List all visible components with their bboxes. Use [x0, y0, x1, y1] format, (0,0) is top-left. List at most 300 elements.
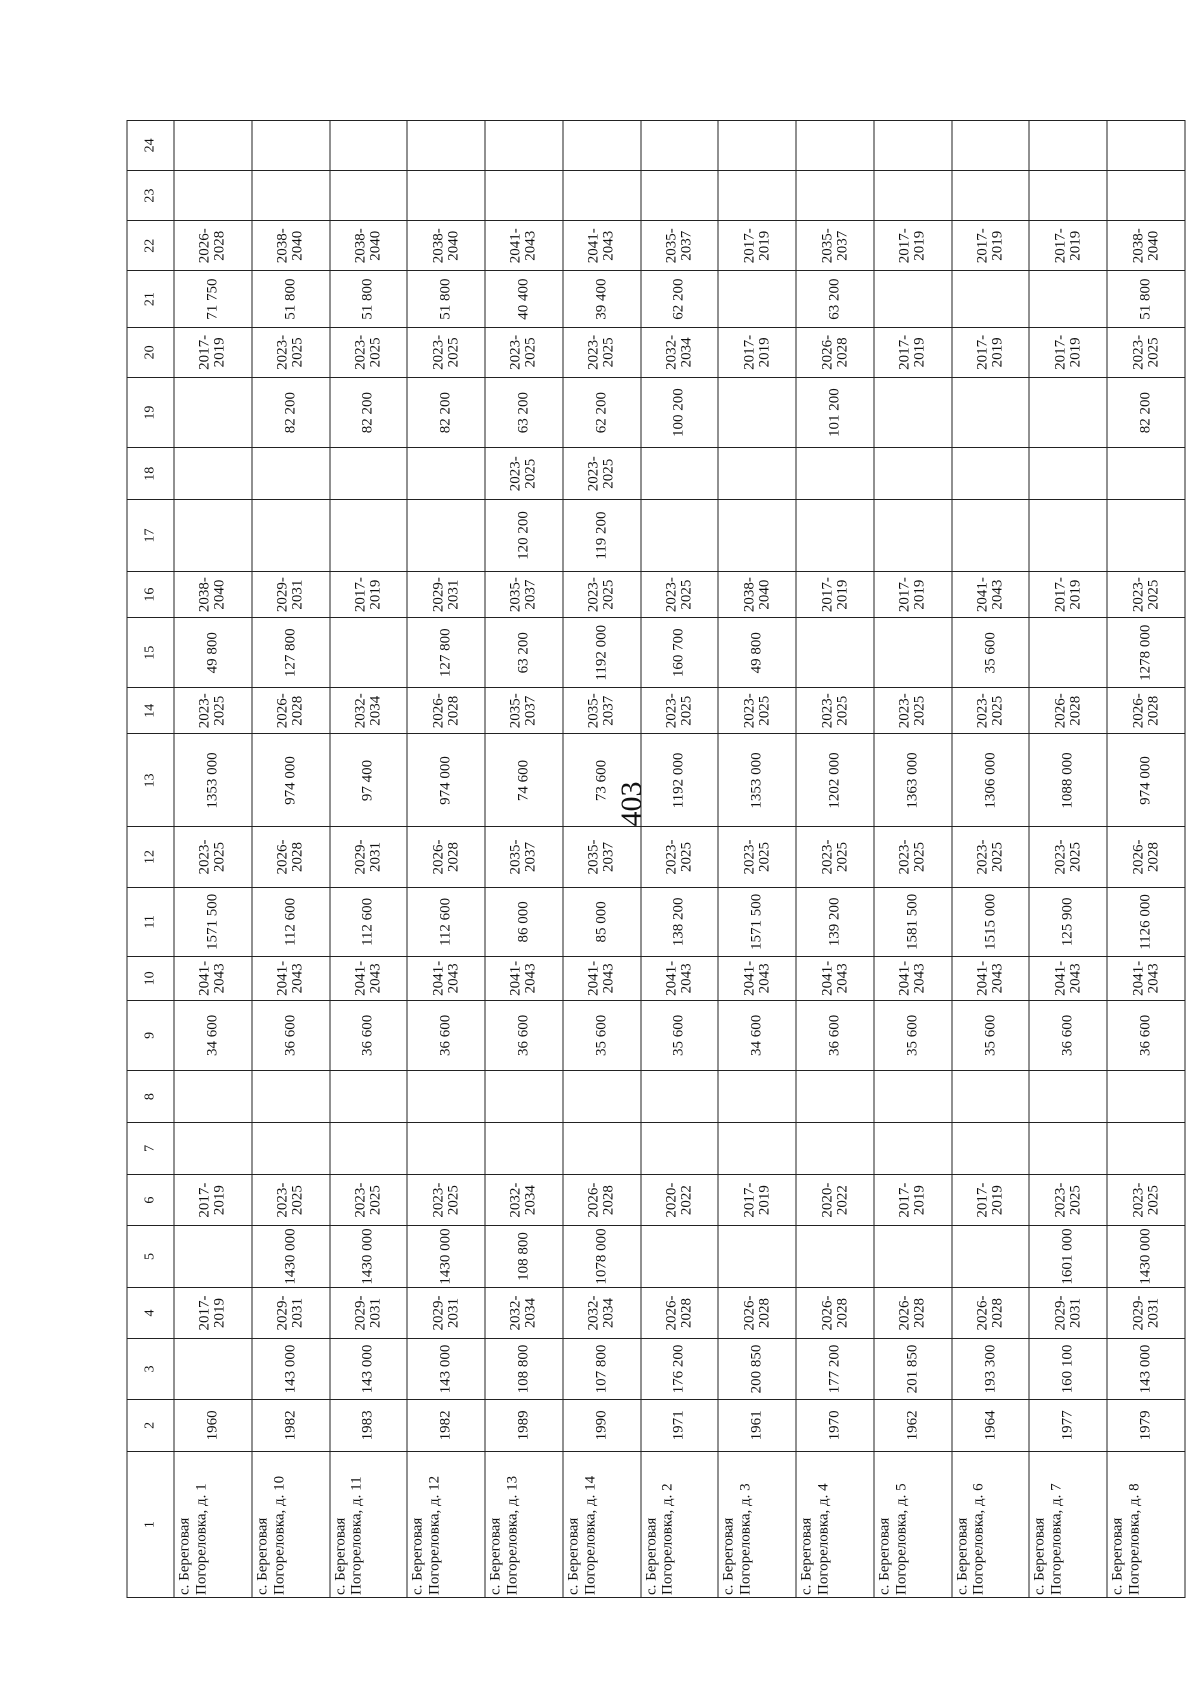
data-cell: 2020-2022	[796, 1174, 874, 1226]
header-cell: 6	[127, 1174, 174, 1226]
data-cell: 2017-2019	[952, 328, 1030, 378]
data-cell: 1430 000	[252, 1226, 330, 1287]
data-cell	[641, 1071, 719, 1123]
address-cell: с. Береговая Погореловка, д. 2	[641, 1452, 719, 1598]
data-cell: 2017-2019	[796, 571, 874, 617]
data-cell: 2023-2025	[252, 1174, 330, 1226]
data-cell: 125 900	[1029, 887, 1107, 957]
data-cell: 36 600	[1107, 1000, 1185, 1071]
data-cell	[485, 170, 563, 221]
data-cell: 2038-2040	[174, 571, 252, 617]
data-cell: 1990	[563, 1399, 641, 1452]
data-cell: 200 850	[718, 1339, 796, 1399]
data-cell: 2041-2043	[952, 957, 1030, 1000]
data-cell	[952, 121, 1030, 171]
data-cell: 49 800	[174, 618, 252, 688]
data-cell: 1192 000	[563, 618, 641, 688]
data-cell: 2017-2019	[718, 221, 796, 271]
data-cell	[407, 500, 485, 572]
header-cell: 3	[127, 1339, 174, 1399]
data-cell: 1515 000	[952, 887, 1030, 957]
data-cell: 2023-2025	[485, 328, 563, 378]
data-cell: 127 800	[407, 618, 485, 688]
data-cell: 1192 000	[641, 734, 719, 827]
data-cell	[174, 1226, 252, 1287]
data-cell: 73 600	[563, 734, 641, 827]
data-cell: 2041-2043	[718, 957, 796, 1000]
data-cell: 36 600	[1029, 1000, 1107, 1071]
data-cell	[952, 1226, 1030, 1287]
data-cell: 2023-2025	[174, 827, 252, 887]
data-cell: 82 200	[1107, 377, 1185, 448]
data-cell	[174, 121, 252, 171]
data-cell: 36 600	[407, 1000, 485, 1071]
data-cell	[641, 1226, 719, 1287]
data-cell	[796, 1122, 874, 1174]
data-cell: 101 200	[796, 377, 874, 448]
data-cell: 62 200	[641, 271, 719, 328]
data-cell: 2017-2019	[174, 1287, 252, 1339]
data-cell: 2026-2028	[796, 328, 874, 378]
data-cell	[874, 271, 952, 328]
data-cell	[641, 448, 719, 500]
header-cell: 24	[127, 121, 174, 171]
data-cell	[1107, 170, 1185, 221]
data-cell: 2029-2031	[252, 571, 330, 617]
data-cell: 974 000	[407, 734, 485, 827]
data-cell: 1982	[252, 1399, 330, 1452]
data-cell	[874, 618, 952, 688]
data-cell	[952, 448, 1030, 500]
data-cell	[330, 1122, 408, 1174]
data-cell: 2041-2043	[1107, 957, 1185, 1000]
data-cell	[1029, 1122, 1107, 1174]
data-cell	[174, 448, 252, 500]
data-cell	[718, 1226, 796, 1287]
address-cell: с. Береговая Погореловка, д. 12	[407, 1452, 485, 1598]
address-cell: с. Береговая Погореловка, д. 14	[563, 1452, 641, 1598]
data-cell: 177 200	[796, 1339, 874, 1399]
data-cell: 2026-2028	[252, 688, 330, 734]
data-cell: 2032-2034	[485, 1287, 563, 1339]
data-cell	[952, 1071, 1030, 1123]
data-cell	[252, 448, 330, 500]
data-cell	[1107, 1122, 1185, 1174]
data-cell: 82 200	[252, 377, 330, 448]
data-cell: 2026-2028	[874, 1287, 952, 1339]
data-cell	[174, 1071, 252, 1123]
data-cell: 1088 000	[1029, 734, 1107, 827]
schedule-table	[127, 120, 1186, 1598]
data-cell: 82 200	[407, 377, 485, 448]
data-cell	[330, 121, 408, 171]
address-cell: с. Береговая Погореловка, д. 5	[874, 1452, 952, 1598]
data-cell	[1107, 448, 1185, 500]
header-cell: 2	[127, 1399, 174, 1452]
data-cell: 2017-2019	[1029, 571, 1107, 617]
data-cell: 2020-2022	[641, 1174, 719, 1226]
address-cell: с. Береговая Погореловка, д. 3	[718, 1452, 796, 1598]
data-cell: 112 600	[252, 887, 330, 957]
data-cell: 36 600	[796, 1000, 874, 1071]
data-cell: 36 600	[485, 1000, 563, 1071]
data-cell	[1029, 500, 1107, 572]
data-cell	[330, 1071, 408, 1123]
data-cell: 2035-2037	[563, 688, 641, 734]
data-cell	[485, 1122, 563, 1174]
data-cell: 1960	[174, 1399, 252, 1452]
data-cell: 1979	[1107, 1399, 1185, 1452]
data-cell: 143 000	[252, 1339, 330, 1399]
data-cell: 2017-2019	[952, 221, 1030, 271]
data-cell: 2023-2025	[1107, 571, 1185, 617]
data-cell: 1430 000	[330, 1226, 408, 1287]
table-row	[641, 121, 719, 1598]
data-cell: 2023-2025	[330, 1174, 408, 1226]
data-cell: 974 000	[1107, 734, 1185, 827]
data-cell	[796, 448, 874, 500]
address-cell: с. Береговая Погореловка, д. 10	[252, 1452, 330, 1598]
schedule-table-wrapper	[127, 120, 1186, 1598]
data-cell: 2017-2019	[874, 1174, 952, 1226]
data-cell: 2023-2025	[563, 328, 641, 378]
address-cell: с. Береговая Погореловка, д. 6	[952, 1452, 1030, 1598]
data-cell: 34 600	[174, 1000, 252, 1071]
header-cell: 4	[127, 1287, 174, 1339]
data-cell: 1977	[1029, 1399, 1107, 1452]
data-cell: 35 600	[641, 1000, 719, 1071]
data-cell: 160 100	[1029, 1339, 1107, 1399]
data-cell	[252, 1071, 330, 1123]
data-cell: 35 600	[952, 618, 1030, 688]
data-cell: 2029-2031	[1029, 1287, 1107, 1339]
header-cell: 23	[127, 170, 174, 221]
data-cell: 2026-2028	[718, 1287, 796, 1339]
table-row	[252, 121, 330, 1598]
data-cell	[330, 170, 408, 221]
data-cell	[1107, 121, 1185, 171]
data-cell: 97 400	[330, 734, 408, 827]
data-cell: 2041-2043	[563, 957, 641, 1000]
data-cell	[252, 121, 330, 171]
data-cell: 1982	[407, 1399, 485, 1452]
data-cell	[952, 500, 1030, 572]
data-cell	[1029, 1071, 1107, 1123]
data-cell: 2029-2031	[252, 1287, 330, 1339]
data-cell: 143 000	[1107, 1339, 1185, 1399]
data-cell	[796, 1226, 874, 1287]
data-cell: 2023-2025	[485, 448, 563, 500]
table-row	[407, 121, 485, 1598]
address-cell: с. Береговая Погореловка, д. 13	[485, 1452, 563, 1598]
data-cell	[407, 1122, 485, 1174]
table-row	[485, 121, 563, 1598]
header-cell: 12	[127, 827, 174, 887]
data-cell: 2035-2037	[485, 827, 563, 887]
data-cell: 2023-2025	[407, 1174, 485, 1226]
data-cell: 2026-2028	[252, 827, 330, 887]
data-cell: 127 800	[252, 618, 330, 688]
data-cell	[407, 121, 485, 171]
data-cell: 108 800	[485, 1226, 563, 1287]
data-cell: 2023-2025	[874, 688, 952, 734]
data-cell	[485, 121, 563, 171]
table-row	[1029, 121, 1107, 1598]
data-cell: 35 600	[563, 1000, 641, 1071]
data-cell: 2023-2025	[641, 688, 719, 734]
data-cell	[874, 1122, 952, 1174]
data-cell	[796, 170, 874, 221]
data-cell: 2041-2043	[952, 571, 1030, 617]
address-cell: с. Береговая Погореловка, д. 7	[1029, 1452, 1107, 1598]
header-cell: 21	[127, 271, 174, 328]
data-cell: 2017-2019	[874, 571, 952, 617]
data-cell: 2041-2043	[485, 221, 563, 271]
data-cell: 51 800	[1107, 271, 1185, 328]
data-cell: 2023-2025	[1107, 1174, 1185, 1226]
data-cell: 1278 000	[1107, 618, 1185, 688]
data-cell: 74 600	[485, 734, 563, 827]
header-cell: 13	[127, 734, 174, 827]
data-cell: 2017-2019	[174, 328, 252, 378]
data-cell	[874, 170, 952, 221]
data-cell: 2017-2019	[952, 1174, 1030, 1226]
data-cell	[641, 500, 719, 572]
data-cell: 1363 000	[874, 734, 952, 827]
data-cell	[874, 377, 952, 448]
data-cell	[563, 1071, 641, 1123]
data-cell	[641, 170, 719, 221]
data-cell: 2023-2025	[1029, 827, 1107, 887]
data-cell: 2041-2043	[563, 221, 641, 271]
data-cell	[563, 170, 641, 221]
header-cell: 7	[127, 1122, 174, 1174]
data-cell: 36 600	[252, 1000, 330, 1071]
data-cell: 1353 000	[174, 734, 252, 827]
data-cell: 107 800	[563, 1339, 641, 1399]
header-cell: 1	[127, 1452, 174, 1598]
data-cell	[1029, 121, 1107, 171]
data-cell: 2041-2043	[407, 957, 485, 1000]
data-cell	[874, 1071, 952, 1123]
data-cell: 2035-2037	[485, 571, 563, 617]
data-cell	[407, 448, 485, 500]
data-cell	[874, 500, 952, 572]
data-cell	[1107, 1071, 1185, 1123]
data-cell	[718, 271, 796, 328]
data-cell: 176 200	[641, 1339, 719, 1399]
data-cell: 120 200	[485, 500, 563, 572]
data-cell: 2023-2025	[641, 571, 719, 617]
data-cell	[874, 121, 952, 171]
data-cell	[563, 1122, 641, 1174]
data-cell: 2023-2025	[407, 328, 485, 378]
data-cell	[252, 500, 330, 572]
table-row	[330, 121, 408, 1598]
data-cell	[1029, 170, 1107, 221]
data-cell: 2041-2043	[1029, 957, 1107, 1000]
data-cell: 2017-2019	[330, 571, 408, 617]
data-cell	[718, 377, 796, 448]
data-cell: 51 800	[252, 271, 330, 328]
data-cell	[1029, 618, 1107, 688]
table-row	[796, 121, 874, 1598]
data-cell: 1961	[718, 1399, 796, 1452]
data-cell: 2029-2031	[407, 571, 485, 617]
data-cell: 1983	[330, 1399, 408, 1452]
data-cell: 39 400	[563, 271, 641, 328]
data-cell	[174, 1339, 252, 1399]
header-cell: 14	[127, 688, 174, 734]
data-cell: 139 200	[796, 887, 874, 957]
data-cell: 2029-2031	[330, 827, 408, 887]
data-cell	[330, 500, 408, 572]
header-row	[127, 121, 174, 1598]
data-cell: 2029-2031	[1107, 1287, 1185, 1339]
data-cell: 2041-2043	[874, 957, 952, 1000]
table-row	[718, 121, 796, 1598]
address-cell: с. Береговая Погореловка, д. 1	[174, 1452, 252, 1598]
data-cell: 2038-2040	[407, 221, 485, 271]
data-cell: 63 200	[485, 377, 563, 448]
header-cell: 18	[127, 448, 174, 500]
header-cell: 9	[127, 1000, 174, 1071]
data-cell: 2026-2028	[1107, 827, 1185, 887]
table-row	[874, 121, 952, 1598]
data-cell: 2023-2025	[563, 448, 641, 500]
data-cell	[718, 1122, 796, 1174]
data-cell: 2041-2043	[796, 957, 874, 1000]
data-cell	[174, 1122, 252, 1174]
data-cell: 51 800	[330, 271, 408, 328]
data-cell: 35 600	[952, 1000, 1030, 1071]
data-cell: 2017-2019	[174, 1174, 252, 1226]
data-cell: 2023-2025	[330, 328, 408, 378]
data-cell: 1078 000	[563, 1226, 641, 1287]
data-cell	[1029, 377, 1107, 448]
data-cell: 1306 000	[952, 734, 1030, 827]
data-cell	[174, 170, 252, 221]
table-row	[174, 121, 252, 1598]
data-cell	[796, 121, 874, 171]
data-cell: 2017-2019	[1029, 221, 1107, 271]
data-cell: 63 200	[485, 618, 563, 688]
data-cell	[718, 170, 796, 221]
data-cell	[485, 1071, 563, 1123]
header-cell: 16	[127, 571, 174, 617]
data-cell	[641, 1122, 719, 1174]
data-cell: 2017-2019	[718, 328, 796, 378]
data-cell: 2017-2019	[718, 1174, 796, 1226]
data-cell: 2023-2025	[718, 827, 796, 887]
data-cell: 2023-2025	[252, 328, 330, 378]
data-cell	[718, 121, 796, 171]
data-cell	[407, 1071, 485, 1123]
data-cell	[796, 618, 874, 688]
data-cell: 143 000	[330, 1339, 408, 1399]
address-cell: с. Береговая Погореловка, д. 4	[796, 1452, 874, 1598]
table-row	[952, 121, 1030, 1598]
data-cell	[174, 377, 252, 448]
data-cell: 2017-2019	[874, 221, 952, 271]
data-cell: 1964	[952, 1399, 1030, 1452]
data-cell: 2023-2025	[174, 688, 252, 734]
data-cell: 1202 000	[796, 734, 874, 827]
data-cell: 119 200	[563, 500, 641, 572]
data-cell	[1029, 271, 1107, 328]
data-cell	[796, 500, 874, 572]
data-cell	[952, 377, 1030, 448]
data-cell: 100 200	[641, 377, 719, 448]
page-number: 403	[615, 781, 648, 827]
data-cell: 1126 000	[1107, 887, 1185, 957]
data-cell: 2026-2028	[952, 1287, 1030, 1339]
data-cell: 2032-2034	[641, 328, 719, 378]
data-cell	[563, 121, 641, 171]
data-cell: 2041-2043	[330, 957, 408, 1000]
data-cell: 2041-2043	[252, 957, 330, 1000]
data-cell: 1989	[485, 1399, 563, 1452]
data-cell: 1971	[641, 1399, 719, 1452]
data-cell	[252, 170, 330, 221]
data-cell: 1962	[874, 1399, 952, 1452]
data-cell: 51 800	[407, 271, 485, 328]
data-cell: 2023-2025	[1029, 1174, 1107, 1226]
data-cell: 2035-2037	[641, 221, 719, 271]
data-cell: 1581 500	[874, 887, 952, 957]
data-cell: 2032-2034	[563, 1287, 641, 1339]
data-cell: 35 600	[874, 1000, 952, 1071]
header-cell: 17	[127, 500, 174, 572]
data-cell: 2026-2028	[796, 1287, 874, 1339]
data-cell: 2035-2037	[796, 221, 874, 271]
data-cell	[952, 271, 1030, 328]
data-cell: 2026-2028	[563, 1174, 641, 1226]
data-cell: 2041-2043	[174, 957, 252, 1000]
data-cell	[874, 448, 952, 500]
data-cell: 974 000	[252, 734, 330, 827]
data-cell	[252, 1122, 330, 1174]
header-cell: 10	[127, 957, 174, 1000]
data-cell: 2023-2025	[718, 688, 796, 734]
data-cell: 36 600	[330, 1000, 408, 1071]
data-cell: 2023-2025	[952, 827, 1030, 887]
address-cell: с. Береговая Погореловка, д. 8	[1107, 1452, 1185, 1598]
data-cell: 63 200	[796, 271, 874, 328]
data-cell: 2023-2025	[563, 571, 641, 617]
data-cell	[952, 170, 1030, 221]
data-cell	[330, 618, 408, 688]
data-cell: 2029-2031	[330, 1287, 408, 1339]
data-cell: 143 000	[407, 1339, 485, 1399]
data-cell	[1107, 500, 1185, 572]
data-cell: 2035-2037	[485, 688, 563, 734]
address-cell: с. Береговая Погореловка, д. 11	[330, 1452, 408, 1598]
data-cell: 2041-2043	[485, 957, 563, 1000]
data-cell: 34 600	[718, 1000, 796, 1071]
data-cell	[796, 1071, 874, 1123]
data-cell: 2026-2028	[407, 827, 485, 887]
data-cell: 2026-2028	[407, 688, 485, 734]
data-cell: 71 750	[174, 271, 252, 328]
header-cell: 15	[127, 618, 174, 688]
data-cell: 2023-2025	[952, 688, 1030, 734]
table-row	[1107, 121, 1185, 1598]
data-cell: 82 200	[330, 377, 408, 448]
data-cell	[174, 500, 252, 572]
data-cell: 2023-2025	[1107, 328, 1185, 378]
data-cell	[874, 1226, 952, 1287]
